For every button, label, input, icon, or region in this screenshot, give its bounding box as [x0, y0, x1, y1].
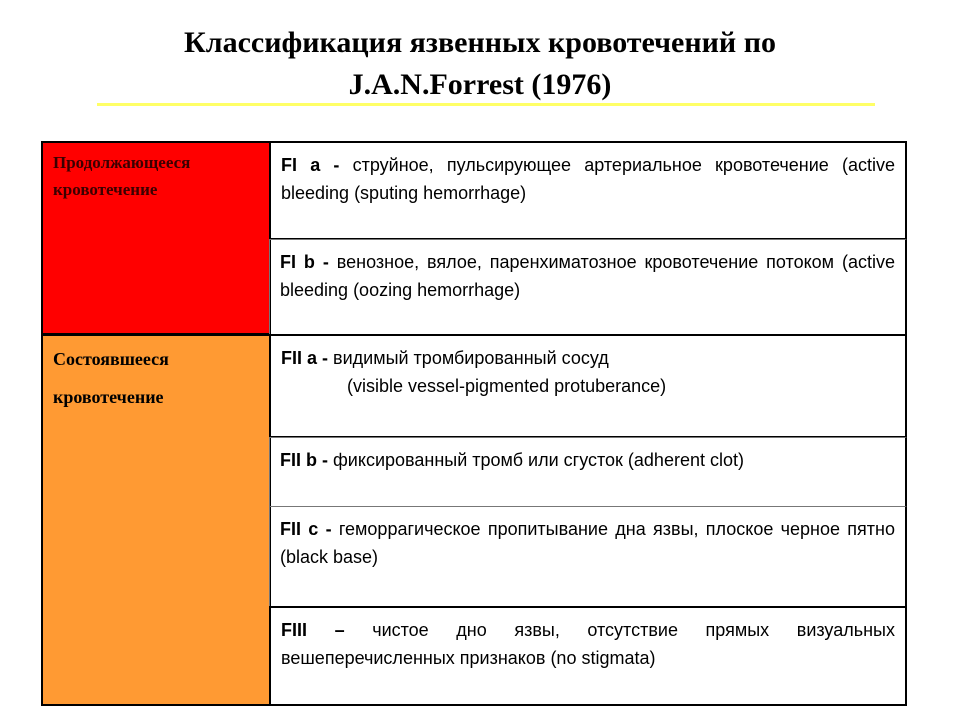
title-line-2: J.A.N.Forrest (1976): [348, 68, 612, 101]
group-ongoing-bleeding: [41, 141, 271, 335]
row-fiia-code: FII a -: [281, 348, 329, 368]
row-fia-description: струйное, пульсирующее артериальное кровотечение (active bleeding (sputing hemorrhage): [281, 155, 895, 203]
group-stopped-bleeding-label: [53, 340, 263, 416]
row-fib-text: [280, 248, 895, 304]
row-fiic-description: геморрагическое пропитывание дна язвы, плоское черное пятно (black base): [280, 519, 895, 567]
row-fiib-description: фиксированный тромб или сгусток (adherent clot): [328, 450, 744, 470]
group-ongoing-bleeding-label: Продолжающееся кровотечение: [53, 153, 191, 199]
row-fiia: [269, 334, 907, 438]
row-fiic: [269, 506, 907, 607]
row-fiib-code: FII b -: [280, 450, 328, 470]
row-fiii: [269, 606, 907, 706]
row-fiic-text: [280, 515, 895, 571]
row-fiia-english: (visible vessel-pigmented protuberance): [347, 376, 667, 396]
forrest-classification-table: [41, 141, 907, 705]
row-fia-code: FI a -: [281, 155, 340, 175]
slide-title: [80, 22, 880, 106]
group-stopped-bleeding-label-line-2: кровотечение: [53, 387, 164, 407]
row-fib: [269, 239, 907, 335]
row-fib-code: FI b -: [280, 252, 329, 272]
title-line-1: Классификация язвенных кровотечений по: [184, 26, 776, 59]
group-stopped-bleeding-label-line-1: Состоявшееся: [53, 349, 169, 369]
row-fiii-code: FIII –: [281, 620, 345, 640]
row-fiib: [269, 437, 907, 507]
row-fia-text: [281, 151, 895, 207]
row-fia: [269, 141, 907, 240]
group-stopped-bleeding: [41, 334, 271, 706]
row-fiia-text: [281, 344, 895, 372]
row-fiii-text: [281, 616, 895, 672]
row-fiii-description: чистое дно язвы, отсутствие прямых визуальных вешеперечисленных признаков (no stigmata): [281, 620, 895, 668]
row-fiia-description: видимый тромбированный сосуд: [328, 348, 609, 368]
row-fib-description: венозное, вялое, паренхиматозное кровотечение потоком (active bleeding (oozing hemorrhage): [280, 252, 895, 300]
title-underline: [97, 103, 875, 106]
row-fiib-text: [280, 446, 895, 474]
row-fiic-code: FII c -: [280, 519, 332, 539]
